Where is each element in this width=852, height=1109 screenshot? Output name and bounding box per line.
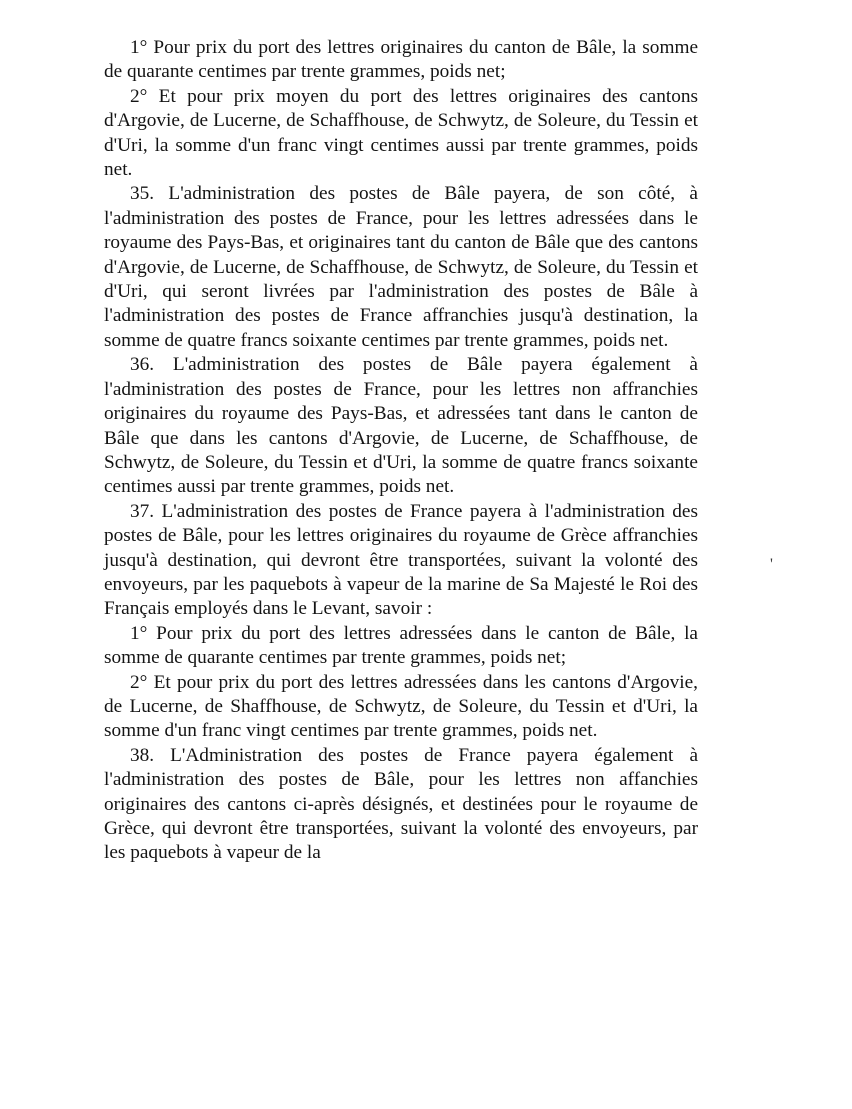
paragraph-article-38: 38. L'Administration des postes de France payera également à l'administration des postes de Bâle, pour les lettres non affanchies originaires des cantons ci-après désignés, et destinées pour le royaume de Grèce, qui devront être transportées, suivant la volonté des envoyeurs, par les paquebots à vapeur de la [104, 744, 698, 864]
paragraph-1: 1° Pour prix du port des lettres originaires du canton de Bâle, la somme de quarante centimes par trente grammes, poids net; [104, 37, 698, 83]
margin-mark: ' [770, 556, 773, 573]
paragraph-2: 2° Et pour prix moyen du port des lettres originaires des cantons d'Argovie, de Lucerne, de Schaffhouse, de Schwytz, de Soleure, du Tessin et d'Uri, la somme d'un franc vingt centimes aussi par trente grammes, poids net. [104, 85, 698, 181]
paragraph-37-item-2: 2° Et pour prix du port des lettres adressées dans les cantons d'Argovie, de Lucerne, de Shaffhouse, de Schwytz, de Soleure, du Tessin et d'Uri, la somme d'un franc vingt centimes par trente grammes, poids net. [104, 671, 698, 742]
paragraph-37-item-1: 1° Pour prix du port des lettres adressées dans le canton de Bâle, la somme de quarante centimes par trente grammes, poids net; [104, 622, 698, 669]
body-text [104, 36, 698, 866]
paragraph-article-35: 35. L'administration des postes de Bâle payera, de son côté, à l'administration des postes de France, pour les lettres adressées dans le royaume des Pays-Bas, et originaires tant du canton de Bâle que des cantons d'Argovie, de Lucerne, de Schaffhouse, de Schwytz, de Soleure, du Tessin et d'Uri, qui seront livrées par l'administration des postes de Bâle à l'administration des postes de France affranchies jusqu'à destination, la somme de quatre francs soixante centimes par trente grammes, poids net. [104, 183, 698, 351]
paragraph-article-36: 36. L'administration des postes de Bâle payera également à l'administration des postes de France, pour les lettres non affranchies originaires du royaume des Pays-Bas, et adressées tant dans le canton de Bâle que dans les cantons d'Argovie, de Lucerne, de Schaffhouse, de Schwytz, de Soleure, du Tessin et d'Uri, la somme de quatre francs soixante centimes aussi par trente grammes, poids net. [104, 354, 698, 498]
paragraph-article-37: 37. L'administration des postes de France payera à l'administration des postes de Bâle, pour les lettres originaires du royaume de Grèce affranchies jusqu'à destination, qui devront être transportées, suivant la volonté des envoyeurs, par les paquebots à vapeur de la marine de Sa Majesté le Roi des Français employés dans le Levant, savoir : [104, 500, 698, 620]
